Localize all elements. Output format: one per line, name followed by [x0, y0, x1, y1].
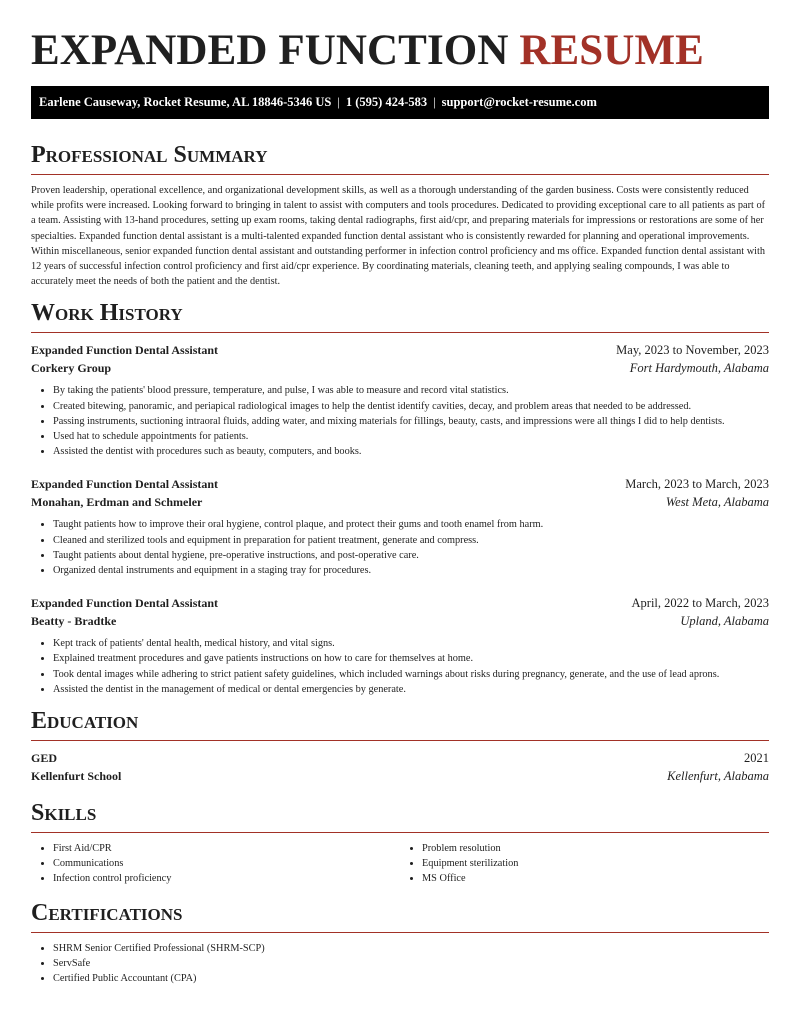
- work-history-section: [31, 299, 769, 697]
- education-year: 2021: [744, 751, 769, 766]
- certifications-list: [31, 941, 769, 987]
- list-item: • Problem resolution: [422, 841, 769, 856]
- education-section: [31, 707, 769, 785]
- job-bullets: [31, 636, 769, 697]
- list-item: • By taking the patients' blood pressure, temperature, and pulse, I was able to measure and record vital statistics.: [53, 383, 769, 398]
- job-title: Expanded Function Dental Assistant: [31, 343, 219, 358]
- list-item: • Assisted the dentist in the management of medical or dental emergencies by generate.: [53, 682, 769, 697]
- skills-columns: [31, 841, 769, 887]
- list-item: • Assisted the dentist with procedures such as beauty, computers, and books.: [53, 444, 769, 459]
- job-company: Corkery Group: [31, 361, 112, 376]
- job-company-row: [31, 612, 769, 630]
- contact-separator: |: [433, 95, 436, 109]
- skills-list-left: [31, 841, 400, 887]
- contact-phone[interactable]: 1 (595) 424-583: [345, 95, 428, 109]
- list-item: • Organized dental instruments and equipment in a staging tray for procedures.: [53, 563, 769, 578]
- list-item: • Passing instruments, suctioning intraoral fluids, adding water, and mixing materials for fillings, beauty, casts, and impressions were all things I did to help dentists.: [53, 414, 769, 429]
- education-degree-row: [31, 749, 769, 767]
- job-dates: May, 2023 to November, 2023: [616, 343, 769, 358]
- skills-section: [31, 799, 769, 887]
- section-heading-work-history: Work History: [31, 300, 183, 327]
- contact-email[interactable]: support@rocket-resume.com: [441, 95, 597, 109]
- job-bullets: [31, 383, 769, 459]
- list-item: • Cleaned and sterilized tools and equipment in preparation for patient treatment, generate and compress.: [53, 533, 769, 548]
- contact-separator: |: [337, 95, 340, 109]
- summary-section: [31, 141, 769, 289]
- job-entry: [31, 594, 769, 697]
- job-header-row: [31, 594, 769, 612]
- job-header-row: [31, 475, 769, 493]
- list-item: • Communications: [53, 856, 400, 871]
- list-item: • Taught patients about dental hygiene, pre-operative instructions, and post-operative care.: [53, 548, 769, 563]
- job-company: Beatty - Bradtke: [31, 614, 117, 629]
- list-item: • Equipment sterilization: [422, 856, 769, 871]
- section-divider: [31, 740, 769, 741]
- list-item: • Explained treatment procedures and gave patients instructions on how to care for themselves at home.: [53, 651, 769, 666]
- section-heading-skills: Skills: [31, 800, 97, 827]
- job-entry: [31, 475, 769, 578]
- job-company-row: [31, 493, 769, 511]
- contact-bar: [31, 86, 769, 119]
- job-location: Upland, Alabama: [680, 614, 769, 629]
- resume-title: [31, 0, 769, 76]
- section-heading-certifications: Certifications: [31, 899, 183, 926]
- job-entry: [31, 341, 769, 459]
- list-item: • Used hat to schedule appointments for patients.: [53, 429, 769, 444]
- section-divider: [31, 832, 769, 833]
- education-school: Kellenfurt School: [31, 769, 122, 784]
- list-item: • Took dental images while adhering to strict patient safety guidelines, which included warnings about risks during pregnancy, generate, and the use of lead aprons.: [53, 667, 769, 682]
- job-title: Expanded Function Dental Assistant: [31, 477, 219, 492]
- section-divider: [31, 932, 769, 933]
- education-degree: GED: [31, 751, 58, 766]
- job-dates: March, 2023 to March, 2023: [625, 477, 769, 492]
- summary-text: Proven leadership, operational excellence, and organizational development skills, as well as a thorough understanding of the garden business. Costs were consistently reduced while profits were increased. Looking forward to bringing in talent to assist with computers and tools procedures. Dedicated to providing exceptional care to all patients as part of a team. Assisting with 13-hand procedures, setting up exam rooms, taking dental radiographs, first aid/cpr, and preparing materials for impressions or restorations are some of her specialties. Expanded function dental assistant is a multi-talented expanded function dental assistant who is consistently rewarded for planning and operational improvements. Within miscellaneous, senior expanded function dental assistant and outstanding performer in infection control proficiency and ms office. Expanded function dental assistant with 12 years of successful infection control proficiency and first aid/cpr experience. By coordinating materials, cleaning teeth, and applying sealing compounds, I was able to accurately meet the needs of both the patient and the dentist.: [31, 185, 766, 288]
- title-accent: RESUME: [519, 27, 704, 74]
- contact-address: Earlene Causeway, Rocket Resume, AL 18846-5346 US: [39, 95, 332, 109]
- list-item: • Kept track of patients' dental health, medical history, and vital signs.: [53, 636, 769, 651]
- section-divider: [31, 174, 769, 175]
- list-item: • MS Office: [422, 871, 769, 886]
- skills-list-right: [400, 841, 769, 887]
- title-main: EXPANDED FUNCTION: [31, 27, 509, 74]
- list-item: • Certified Public Accountant (CPA): [53, 971, 769, 986]
- list-item: • SHRM Senior Certified Professional (SHRM-SCP): [53, 941, 769, 956]
- certifications-section: [31, 899, 769, 987]
- section-heading-education: Education: [31, 708, 139, 735]
- job-company: Monahan, Erdman and Schmeler: [31, 495, 203, 510]
- job-bullets: [31, 517, 769, 578]
- section-divider: [31, 332, 769, 333]
- education-school-row: [31, 767, 769, 785]
- list-item: • Created bitewing, panoramic, and periapical radiological images to help the dentist identify cavities, decay, and problem areas that needed to be addressed.: [53, 399, 769, 414]
- list-item: • ServSafe: [53, 956, 769, 971]
- job-company-row: [31, 359, 769, 377]
- education-location: Kellenfurt, Alabama: [667, 769, 769, 784]
- list-item: • Infection control proficiency: [53, 871, 400, 886]
- job-location: Fort Hardymouth, Alabama: [629, 361, 769, 376]
- job-dates: April, 2022 to March, 2023: [631, 596, 769, 611]
- job-title: Expanded Function Dental Assistant: [31, 596, 219, 611]
- job-header-row: [31, 341, 769, 359]
- section-heading-summary: Professional Summary: [31, 142, 268, 168]
- list-item: • First Aid/CPR: [53, 841, 400, 856]
- list-item: • Taught patients how to improve their oral hygiene, control plaque, and protect their gums and tooth enamel from harm.: [53, 517, 769, 532]
- job-location: West Meta, Alabama: [665, 495, 769, 510]
